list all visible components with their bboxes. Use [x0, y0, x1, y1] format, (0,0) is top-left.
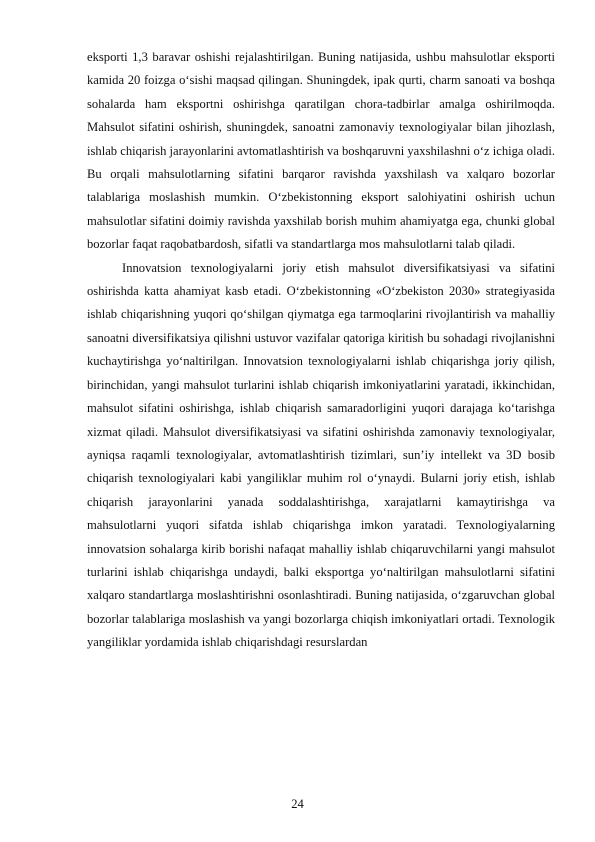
page-number: 24 — [291, 797, 304, 811]
paragraph-continuation: eksporti 1,3 baravar oshishi rejalashtirilgan. Buning natijasida, ushbu mahsulotlar eksporti kamida 20 foizga o‘sishi maqsad qilingan. Shuningdek, ipak qurti, charm sanoati va boshqa sohalarda ham eksportni oshirishga qaratilgan chora-tadbirlar amalga oshirilmoqda. Mahsulot sifatini oshirish, shuningdek, sanoatni zamonaviy texnologiyalar bilan jihozlash, ishlab chiqarish jarayonlarini avtomatlashtirish va boshqaruvni yaxshilashni o‘z ichiga oladi. Bu orqali mahsulotlarning sifatini barqaror ravishda yaxshilash va xalqaro bozorlar talablariga moslashish mumkin. O‘zbekistonning eksport salohiyatini oshirish uchun mahsulotlar sifatini doimiy ravishda yaxshilab borish muhim ahamiyatga ega, chunki global bozorlar faqat raqobatbardosh, sifatli va standartlarga mos mahsulotlarni talab qiladi. — [87, 50, 555, 252]
body-text — [87, 46, 555, 655]
paragraph-innovation: Innovatsion texnologiyalarni joriy etish mahsulot diversifikatsiyasi va sifatini oshirishda katta ahamiyat kasb etadi. O‘zbekistonning «O‘zbekiston 2030» strategiyasida ishlab chiqarishning yuqori qo‘shilgan qiymatga ega tarmoqlarini rivojlantirish va mahalliy sanoatni diversifikatsiya qilishni ustuvor vazifalar qatoriga kiritish bu sohadagi rivojlanishni kuchaytirishga yo‘naltirilgan. Innovatsion texnologiyalarni ishlab chiqarishga joriy qilish, birinchidan, yangi mahsulot turlarini ishlab chiqarish imkoniyatlarini yaratadi, ikkinchidan, mahsulot sifatini oshirishga, ishlab chiqarish samaradorligini yuqori darajaga ko‘tarishga xizmat qiladi. Mahsulot diversifikatsiyasi va sifatini oshirishda zamonaviy texnologiyalar, ayniqsa raqamli texnologiyalar, avtomatlashtirish tizimlari, sun’iy intellekt va 3D bosib chiqarish texnologiyalari kabi yangiliklar muhim rol o‘ynaydi. Bularni joriy etish, ishlab chiqarish jarayonlarini yanada soddalashtirishga, xarajatlarni kamaytirishga va mahsulotlarni yuqori sifatda ishlab chiqarishga imkon yaratadi. Texnologiyalarning innovatsion sohalarga kirib borishi nafaqat mahalliy ishlab chiqaruvchilarni yangi mahsulot turlarini ishlab chiqarishga undaydi, balki eksportga yo‘naltirilgan mahsulotlarni sifatini xalqaro standartlarga moslashtirishni osonlashtiradi. Buning natijasida, o‘zgaruvchan global bozorlar talablariga moslashish va yangi bozorlarga chiqish imkoniyatlari ortadi. Texnologik yangiliklar yordamida ishlab chiqarishdagi resurslardan — [87, 260, 555, 650]
